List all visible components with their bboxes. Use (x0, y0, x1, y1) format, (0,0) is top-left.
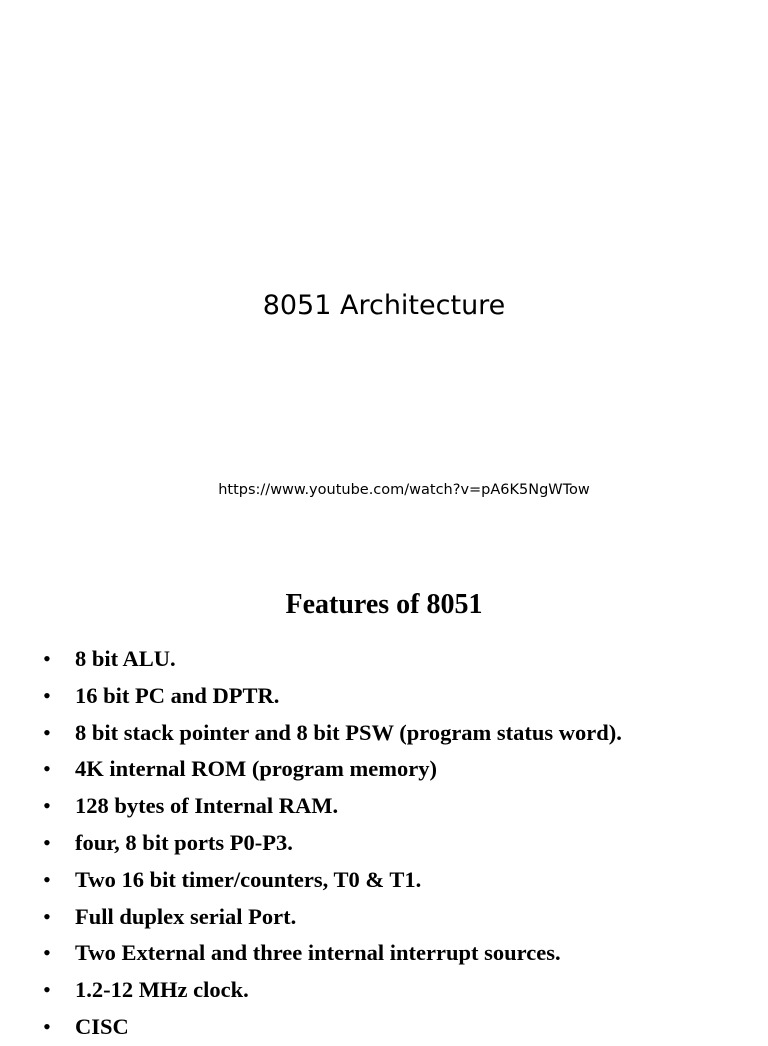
video-link[interactable]: https://www.youtube.com/watch?v=pA6K5NgWTow (218, 482, 590, 498)
list-item-text: four, 8 bit ports P0-P3. (75, 829, 293, 855)
bullet-icon: • (43, 793, 51, 819)
bullet-icon: • (43, 903, 51, 929)
list-item-text: 128 bytes of Internal RAM. (75, 793, 339, 819)
bullet-icon: • (43, 719, 51, 745)
bullet-icon: • (43, 829, 51, 855)
bullet-icon: • (43, 1013, 51, 1039)
list-item-text: Full duplex serial Port. (75, 903, 297, 929)
list-item-text: Two 16 bit timer/counters, T0 & T1. (75, 866, 422, 892)
list-item-text: Two External and three internal interrupt sources. (75, 940, 561, 966)
features-heading: Features of 8051 (285, 589, 483, 620)
list-item-text: 16 bit PC and DPTR. (75, 682, 280, 708)
bullet-icon: • (43, 977, 51, 1003)
bullet-icon: • (43, 940, 51, 966)
slide-title: 8051 Architecture (262, 290, 506, 321)
bullet-icon: • (43, 646, 51, 671)
list-item-text: 8 bit stack pointer and 8 bit PSW (program status word). (75, 719, 622, 745)
bullet-icon: • (43, 756, 51, 782)
bullet-icon: • (43, 682, 51, 708)
bullet-icon: • (43, 866, 51, 892)
list-item-text: 1.2-12 MHz clock. (75, 977, 249, 1003)
list-item-text: CISC (75, 1013, 129, 1039)
list-item-text: 4K internal ROM (program memory) (75, 756, 437, 782)
list-item-text: 8 bit ALU. (75, 646, 176, 671)
